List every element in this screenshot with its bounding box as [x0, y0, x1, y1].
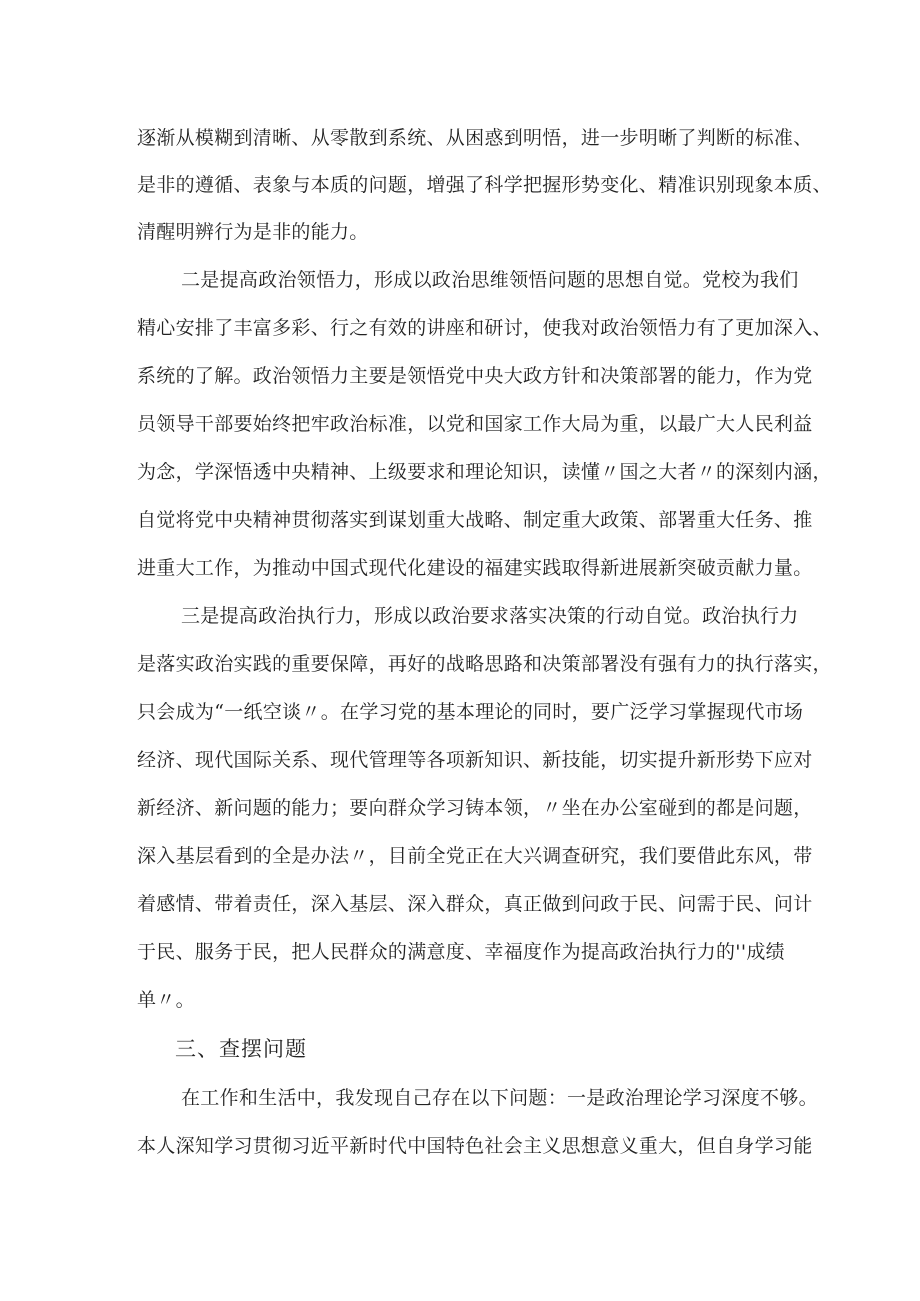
paragraph-3-line-6: 深入基层看到的全是办法〃，目前全党正在大兴调查研究，我们要借此东风，带	[137, 845, 813, 867]
paragraph-2-line-6: 自觉将党中央精神贯彻落实到谋划重大战略、制定重大政策、部署重大任务、推	[137, 509, 813, 531]
paragraph-2-line-3: 系统的了解。政治领悟力主要是领悟党中央大政方针和决策部署的能力，作为党	[137, 365, 813, 387]
paragraph-3-line-8: 于民、服务于民，把人民群众的满意度、幸福度作为提高政治执行力的''成绩	[137, 941, 785, 963]
paragraph-3-line-2: 是落实政治实践的重要保障，再好的战略思路和决策部署没有强有力的执行落实，	[137, 653, 832, 675]
paragraph-1-line-2: 是非的遵循、表象与本质的问题，增强了科学把握形势变化、精准识别现象本质、	[137, 174, 832, 196]
paragraph-3-line-3: 只会成为“一纸空谈〃。在学习党的基本理论的同时，要广泛学习掌握现代市场	[137, 701, 804, 723]
paragraph-4-line-2: 本人深知学习贯彻习近平新时代中国特色社会主义思想意义重大，但自身学习能	[137, 1135, 813, 1157]
paragraph-1-line-1: 逐渐从模糊到清晰、从零散到系统、从困惑到明悟，进一步明晰了判断的标准、	[137, 127, 813, 149]
paragraph-3-line-4: 经济、现代国际关系、现代管理等各项新知识、新技能，切实提升新形势下应对	[137, 749, 813, 771]
paragraph-2-line-5: 为念，学深悟透中央精神、上级要求和理论知识，读懂〃国之大者〃的深刻内涵，	[137, 461, 832, 483]
paragraph-4-line-1: 在工作和生活中，我发现自己存在以下问题：一是政治理论学习深度不够。	[181, 1087, 818, 1109]
paragraph-1-line-3: 清醒明辨行为是非的能力。	[137, 221, 369, 243]
paragraph-2-line-2: 精心安排了丰富多彩、行之有效的讲座和研讨，使我对政治领悟力有了更加深入、	[137, 317, 832, 339]
paragraph-3-line-5: 新经济、新问题的能力；要向群众学习铸本领，〃坐在办公室碰到的都是问题，	[137, 797, 813, 819]
section-heading: 三、查摆问题	[175, 1037, 307, 1061]
paragraph-3-line-1: 三是提高政治执行力，形成以政治要求落实决策的行动自觉。政治执行力	[181, 605, 799, 627]
paragraph-2-line-1: 二是提高政治领悟力，形成以政治思维领悟问题的思想自觉。党校为我们	[181, 269, 799, 291]
paragraph-2-line-4: 员领导干部要始终把牢政治标准，以党和国家工作大局为重，以最广大人民利益	[137, 413, 813, 435]
paragraph-3-line-7: 着感情、带着责任，深入基层、深入群众，真正做到问政于民、问需于民、问计	[137, 893, 813, 915]
paragraph-2-line-7: 进重大工作，为推动中国式现代化建设的福建实践取得新进展新突破贡献力量。	[137, 557, 813, 579]
paragraph-3-line-9: 单〃。	[137, 989, 195, 1011]
